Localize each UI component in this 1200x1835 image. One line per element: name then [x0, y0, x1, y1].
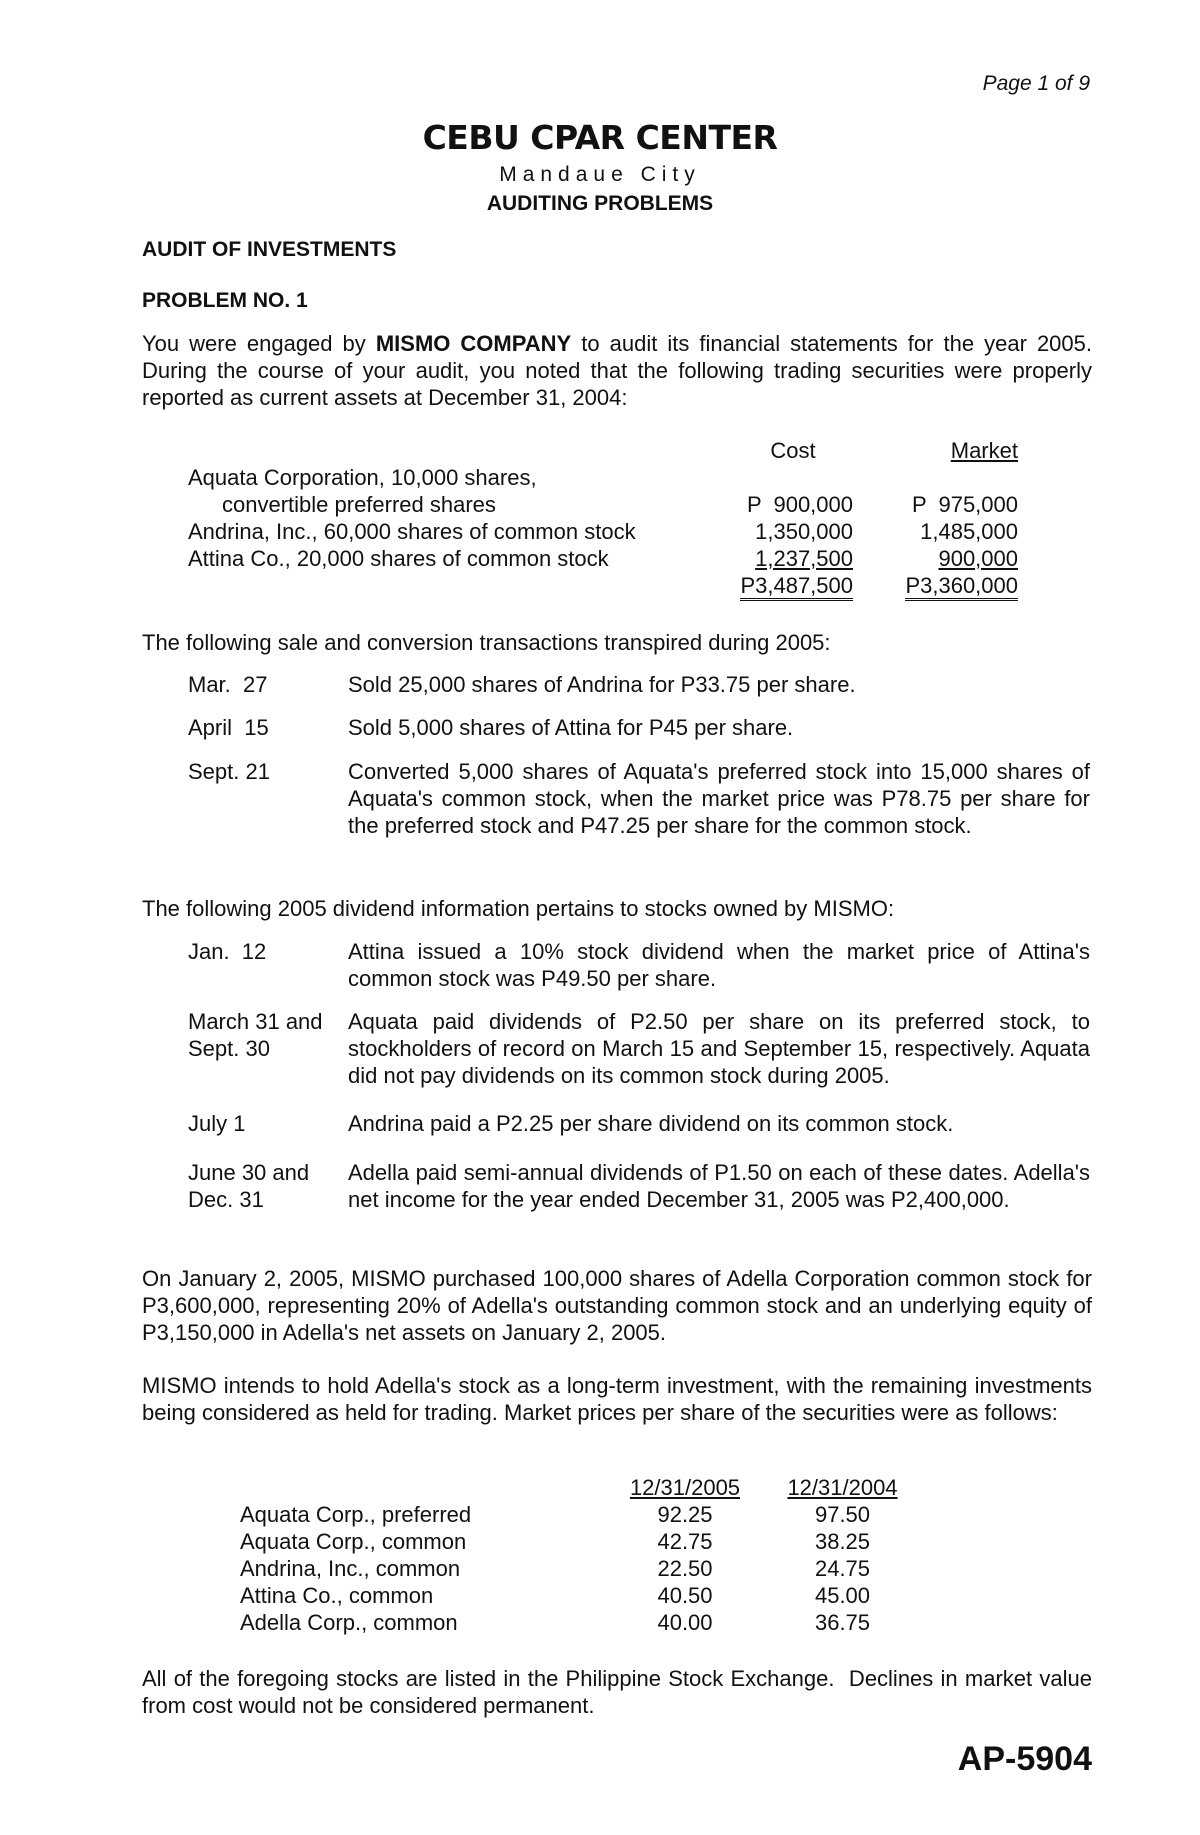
security-name: Adella Corp., common [240, 1610, 458, 1635]
price-2004: 36.75 [814, 1610, 871, 1635]
cost-value: 1,237,500 [755, 546, 853, 571]
transaction-date: April 15 [188, 715, 269, 740]
adella-paragraph: On January 2, 2005, MISMO purchased 100,000 shares of Adella Corporation common stock for P3,600,000, representing 20% of Adella's outstanding common stock and an underlying equity of P3,150,000 in Adella's net assets on January 2, 2005. [142, 1266, 1092, 1345]
row-name-cont: convertible preferred shares [222, 492, 496, 517]
intro-paragraph [142, 330, 1092, 411]
security-name: Aquata Corp., common [240, 1529, 467, 1554]
table-row [240, 1609, 930, 1636]
price-2005: 42.75 [657, 1529, 713, 1554]
price-2005: 40.00 [657, 1610, 713, 1635]
security-name: Aquata Corp., preferred [240, 1502, 472, 1527]
document-code: AP-5904 [957, 1740, 1092, 1778]
section-title: AUDIT OF INVESTMENTS [142, 238, 397, 261]
price-2004: 45.00 [814, 1583, 871, 1608]
problem-title: PROBLEM NO. 1 [142, 289, 308, 312]
center-city: Mandaue City [499, 163, 701, 186]
intro-text-after: to audit its financial statements for the year 2005. During the course of your audit, you noted that the following trading securities were properly reported as current assets at December 31, 2004: [142, 331, 1092, 410]
table-row [188, 545, 1018, 572]
price-2005: 22.50 [657, 1556, 713, 1581]
dividend-text: Aquata paid dividends of P2.50 per share on its preferred stock, to stockholders of record on March 15 and September 15, respectively. Aquata did not pay dividends on its common stock during 2005. [348, 1009, 1090, 1088]
security-name: Attina Co., common [240, 1583, 434, 1608]
total-cost: P3,487,500 [740, 573, 853, 601]
table-row [240, 1528, 930, 1555]
intent-paragraph: MISMO intends to hold Adella's stock as a long-term investment, with the remaining investments being considered as held for trading. Market prices per share of the securities were as follows: [142, 1373, 1092, 1425]
dividend-text: Andrina paid a P2.25 per share dividend on its common stock. [348, 1111, 954, 1136]
transaction-text: Sold 5,000 shares of Attina for P45 per share. [348, 715, 794, 740]
cost-value: 1,350,000 [755, 519, 853, 544]
closing-paragraph: All of the foregoing stocks are listed in the Philippine Stock Exchange. Declines in market value from cost would not be considered permanent. [142, 1666, 1099, 1718]
total-market: P3,360,000 [905, 573, 1018, 601]
document-subtitle: AUDITING PROBLEMS [486, 192, 714, 215]
dividend-text: Attina issued a 10% stock dividend when the market price of Attina's common stock was P49.50 per share. [348, 939, 1090, 991]
table-header-row [240, 1474, 930, 1501]
col-2004: 12/31/2004 [787, 1475, 898, 1500]
securities-table [188, 437, 1018, 599]
row-name: Andrina, Inc., 60,000 shares of common stock [188, 519, 636, 544]
dividend-text: Adella paid semi-annual dividends of P1.50 on each of these dates. Adella's net income for the year ended December 31, 2005 was P2,400,000. [348, 1160, 1090, 1212]
market-value: 900,000 [938, 546, 1018, 571]
dividend-date: July 1 [188, 1111, 246, 1136]
dividend-date: March 31 and Sept. 30 [188, 1009, 323, 1061]
transaction-text: Converted 5,000 shares of Aquata's preferred stock into 15,000 shares of Aquata's common stock, when the market price was P78.75 per share for the preferred stock and P47.25 per share for the common stock. [348, 759, 1090, 838]
transaction-text: Sold 25,000 shares of Andrina for P33.75 per share. [348, 672, 856, 697]
transaction-date: Mar. 27 [188, 672, 268, 697]
price-2004: 38.25 [814, 1529, 871, 1554]
cost-value: P 900,000 [746, 492, 853, 517]
table-row [240, 1501, 930, 1528]
col-market: Market [950, 438, 1018, 463]
company-name: MISMO COMPANY [375, 331, 572, 356]
table-total-row [188, 572, 1018, 599]
price-2005: 40.50 [657, 1583, 713, 1608]
price-2005: 92.25 [657, 1502, 713, 1527]
page-number: Page 1 of 9 [982, 72, 1090, 95]
table-row [240, 1555, 930, 1582]
row-name: Attina Co., 20,000 shares of common stock [188, 546, 609, 571]
market-value: 1,485,000 [920, 519, 1018, 544]
dividend-date: Jan. 12 [188, 939, 267, 964]
price-2004: 97.50 [814, 1502, 871, 1527]
col-cost: Cost [770, 438, 816, 463]
intro-text-before: You were engaged by [142, 331, 376, 356]
dividend-date: June 30 and Dec. 31 [188, 1160, 310, 1212]
transactions-intro: The following sale and conversion transactions transpired during 2005: [142, 630, 831, 655]
table-row [188, 518, 1018, 545]
security-name: Andrina, Inc., common [240, 1556, 461, 1581]
table-header-row [188, 437, 1018, 464]
table-row [188, 491, 1018, 518]
table-row [188, 464, 1018, 491]
price-2004: 24.75 [814, 1556, 871, 1581]
row-name: Aquata Corporation, 10,000 shares, [188, 465, 537, 490]
center-name: CEBU CPAR CENTER [422, 118, 778, 157]
market-value: P 975,000 [911, 492, 1018, 517]
table-row [240, 1582, 930, 1609]
prices-table [240, 1474, 930, 1636]
col-2005: 12/31/2005 [629, 1475, 741, 1500]
dividends-intro: The following 2005 dividend information pertains to stocks owned by MISMO: [142, 896, 895, 921]
transaction-date: Sept. 21 [188, 759, 270, 784]
